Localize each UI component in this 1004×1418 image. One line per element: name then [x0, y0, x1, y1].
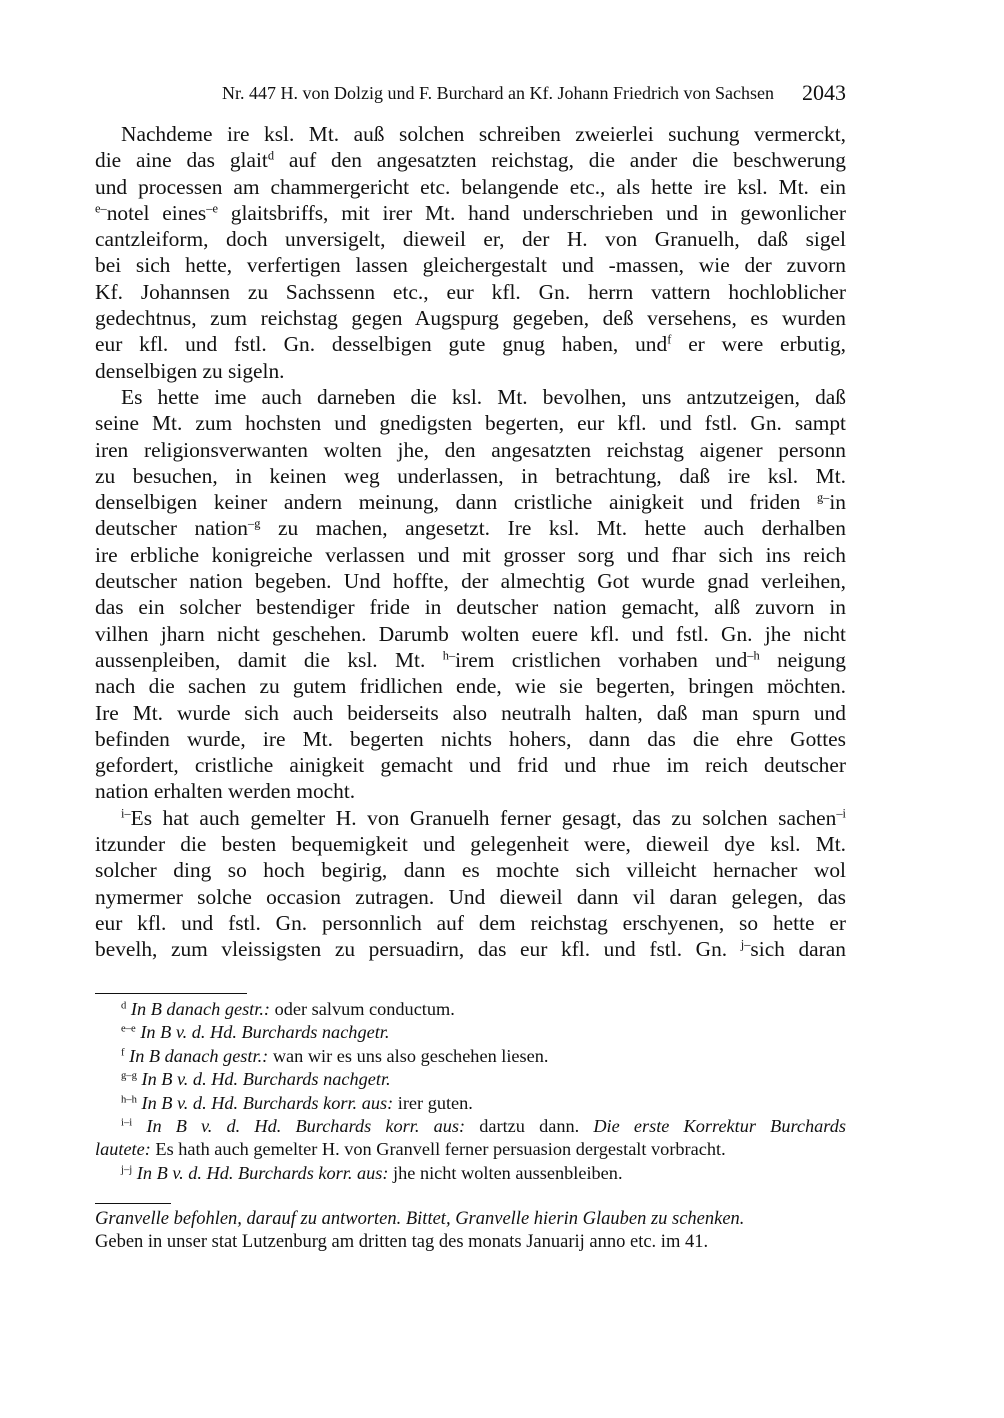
text-line: Ire Mt. wurde sich auch beiderseits also neutralh halten, daß man spurn und	[95, 700, 846, 725]
footnote-line: lautete: Es hath auch gemelter H. von Granvell ferner persuasion dergestalt vorbracht.	[95, 1139, 726, 1160]
regest-line: Geben in unser stat Lutzenburg am dritten tag des monats Januarij anno etc. im 41.	[95, 1232, 709, 1252]
footnote-line: $^{h-h}$ In B v. d. Hd. Burchards korr. aus: irer guten.	[121, 1092, 473, 1113]
footnote-line: $^{i-i}$ In B v. d. Hd. Burchards korr. aus: dartzu dann. Die erste Korrektur Burchards	[121, 1115, 846, 1136]
text-line: bevelh, zum vleissigsten zu persuadirn, das eur kfl. und fstl. Gn. $^{j-}$sich daran	[95, 937, 846, 962]
text-line: Kf. Johannsen zu Sachssenn etc., eur kfl. Gn. herrn vattern hochloblicher	[95, 279, 846, 304]
text-line: gefordert, cristliche ainigkeit gemacht und frid und rhue im reich deutscher	[95, 753, 846, 778]
text-line: ire erbliche konigreiche verlassen und mit grosser sorg und fhar sich ins reich	[95, 542, 846, 567]
footnote-line: $^{g-g}$ In B v. d. Hd. Burchards nachgetr.	[121, 1069, 391, 1090]
regest-rule	[95, 1203, 171, 1204]
text-line: befinden wurde, ire Mt. begerten nichts hohers, dann das die ehre Gottes	[95, 726, 846, 751]
footnote-line: $^{j-j}$ In B v. d. Hd. Burchards korr. aus: jhe nicht wolten aussenbleiben.	[121, 1162, 623, 1183]
text-line: denselbigen keiner andern meinung, dann cristliche ainigkeit und friden $^{g-}$in	[95, 490, 846, 515]
regest-line: Granvelle befohlen, darauf zu antworten. Bittet, Granvelle hierin Glauben zu schenken.	[95, 1209, 745, 1229]
text-line: deutscher nation begeben. Und hoffte, der almechtig Got wurde gnad verleihen,	[95, 569, 846, 594]
text-line: aussenpleiben, damit die ksl. Mt. $^{h-}$irem cristlichen vorhaben und$^{-h}$ neigung	[95, 647, 847, 672]
text-line: deutscher nation$^{-g}$ zu machen, angesetzt. Ire ksl. Mt. hette auch derhalben	[95, 516, 846, 541]
text-line: zu besuchen, in keinen weg underlassen, in betrachtung, daß ire ksl. Mt.	[95, 463, 846, 488]
text-line: nach die sachen zu gutem fridlichen ende, wie sie begerten, bringen möchten.	[95, 674, 846, 699]
text-line: itzunder die besten bequemigkeit und gelegenheit were, dieweil dye ksl. Mt.	[95, 832, 846, 857]
text-line: solcher ding so hoch begirig, dann es mochte sich villeicht hernacher wol	[95, 858, 846, 883]
text-line: bei sich hette, verfertigen lassen gleichergestalt und -massen, wie der zuvorn	[95, 253, 846, 278]
page-number: 2043	[802, 80, 846, 105]
text-line: eur kfl. und fstl. Gn. personnlich auf dem reichstag erschyenen, so hette er	[95, 910, 846, 935]
text-line: und processen am chammergericht etc. belangende etc., als hette ire ksl. Mt. ein	[95, 174, 846, 199]
text-line: seine Mt. zum hochsten und gnedigsten begerten, eur kfl. und fstl. Gn. sampt	[95, 411, 846, 436]
running-title: Nr. 447 H. von Dolzig und F. Burchard an Kf. Johann Friedrich von Sachsen	[222, 83, 774, 103]
text-line: Es hette ime auch darneben die ksl. Mt. bevolhen, uns antzutzeigen, daß	[121, 384, 846, 409]
running-header	[95, 80, 846, 108]
footnotes	[95, 998, 846, 1185]
text-line: Nachdeme ire ksl. Mt. auß solchen schreiben zweierlei suchung vermerckt,	[121, 122, 846, 146]
footnote-line: $^{e-e}$ In B v. d. Hd. Burchards nachgetr.	[121, 1022, 390, 1043]
text-line: vilhen jharn nicht geschehen. Darumb wolten euere kfl. und fstl. Gn. jhe nicht	[95, 621, 846, 646]
text-line: iren religionsverwanten wolten jhe, den angesatzten reichstag aigener personn	[95, 437, 846, 462]
text-line: das ein solcher bestendiger fride in deutscher nation gemacht, alß zuvorn in	[95, 595, 846, 620]
text-line: die aine das glait$^d$ auf den angesatzten reichstag, die ander die beschwerung	[95, 148, 846, 173]
footnote-rule	[95, 993, 247, 994]
footnote-line: $^d$ In B danach gestr.: oder salvum conductum.	[121, 999, 455, 1019]
text-line: nation erhalten werden mocht.	[95, 779, 356, 804]
text-line: denselbigen zu sigeln.	[95, 358, 285, 383]
text-line: $^{i-}$Es hat auch gemelter H. von Granuelh ferner gesagt, das zu solchen sachen$^{-i}$	[121, 805, 846, 830]
text-line: $^{e-}$notel eines$^{-e}$ glaitsbriffs, mit irer Mt. hand underschrieben und in gewonlicher	[95, 200, 846, 225]
footnote-line: $^f$ In B danach gestr.: wan wir es uns also geschehen liesen.	[121, 1045, 549, 1066]
text-line: nymermer solche occasion zutragen. Und dieweil dann vil daran gelegen, das	[95, 884, 846, 909]
main-text	[95, 121, 846, 963]
text-line: cantzleiform, doch unversigelt, dieweil er, der H. von Granuelh, daß sigel	[95, 227, 846, 252]
text-line: eur kfl. und fstl. Gn. desselbigen gute gnug haben, und$^f$ er were erbutig,	[95, 332, 846, 357]
text-line: gedechtnus, zum reichstag gegen Augspurg gegeben, deß versehens, es wurden	[95, 306, 846, 331]
regest-text	[95, 1208, 846, 1254]
